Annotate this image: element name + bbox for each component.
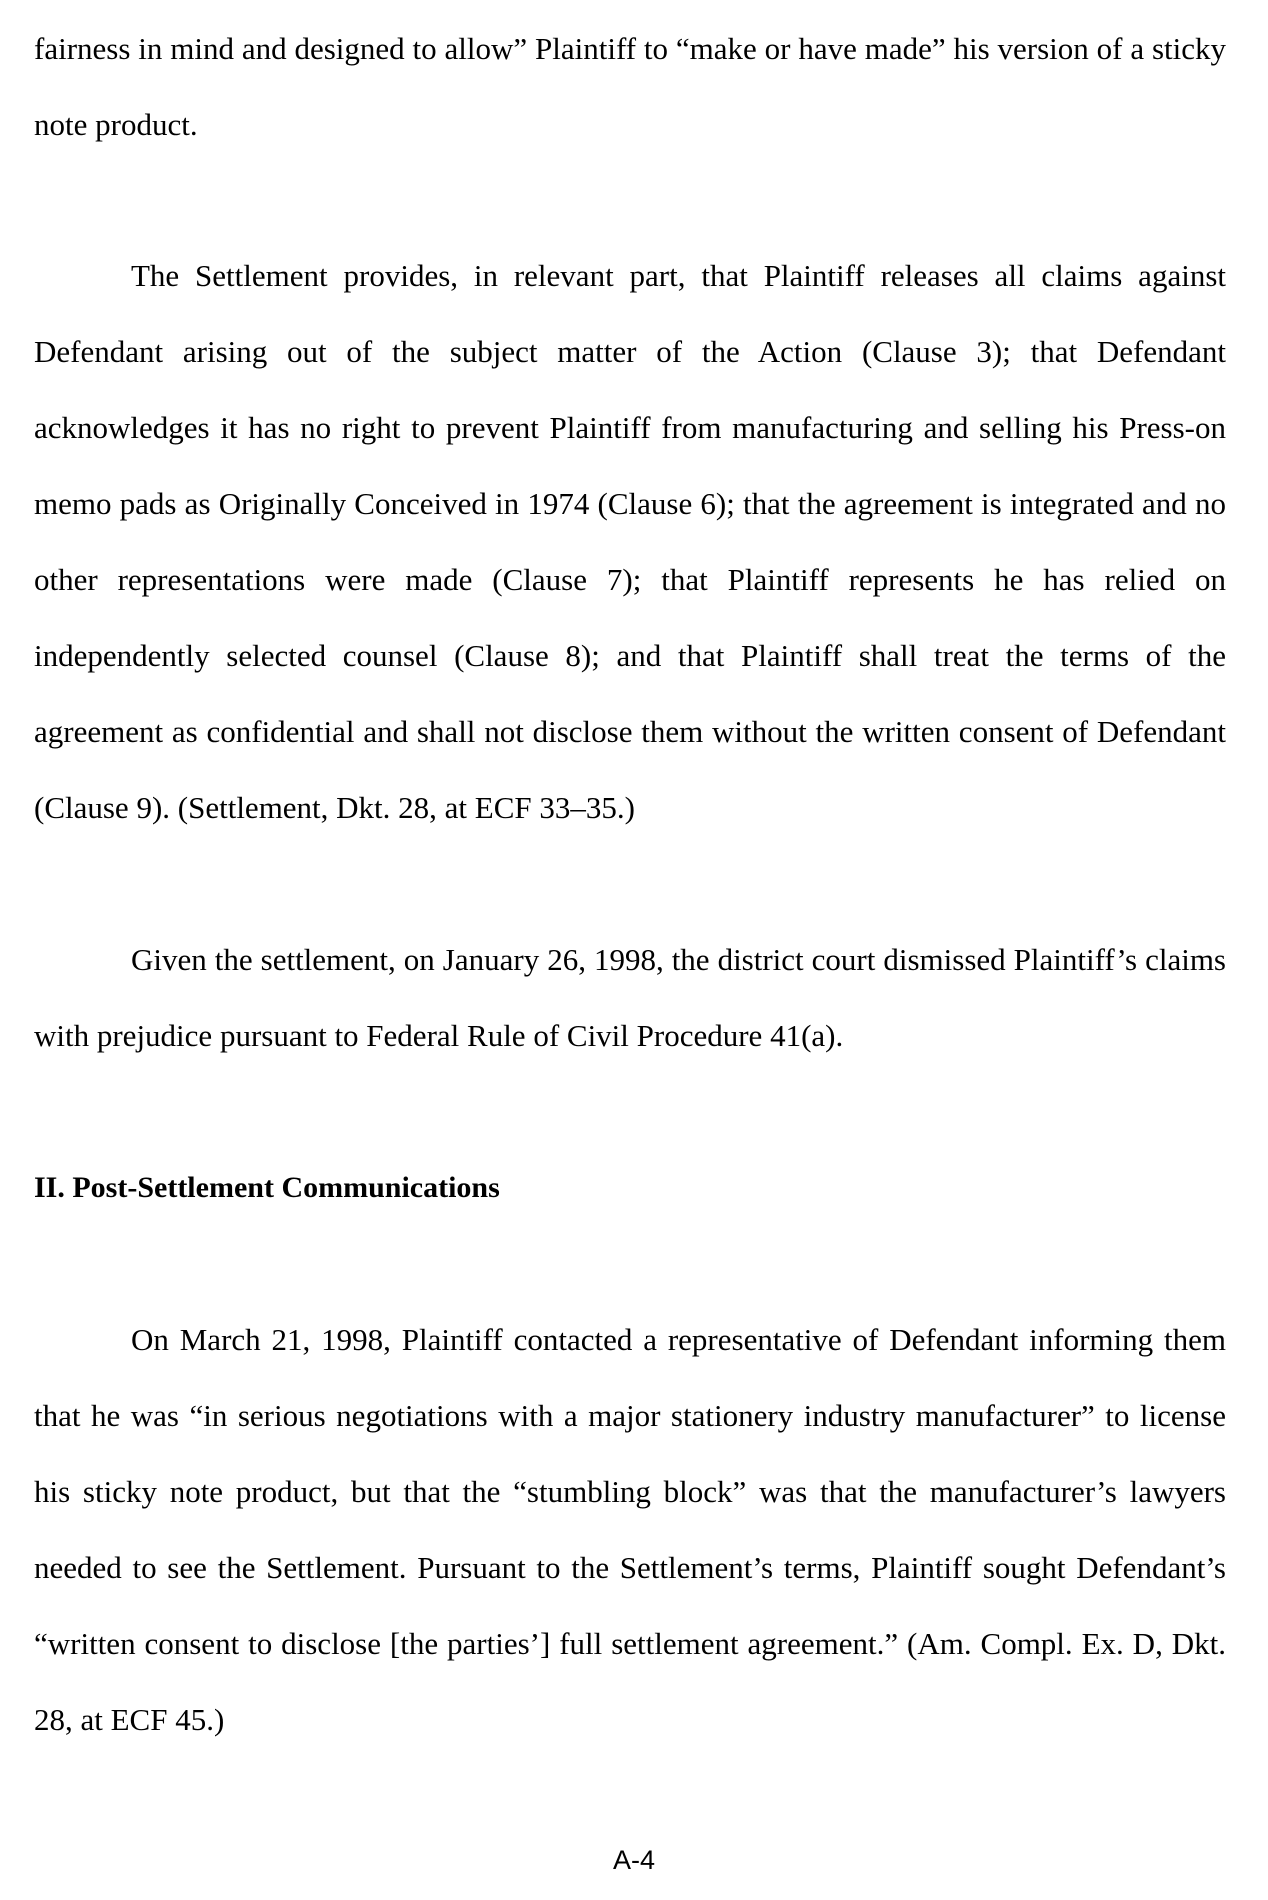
document-page (34, 0, 1226, 1900)
settlement-terms-paragraph: The Settlement provides, in relevant part, that Plaintiff releases all claims against Defendant arising out of the subject matter of the Action (Clause 3); that Defendant acknowledges it has no right to prevent Plaintiff from manufacturing and selling his Press-on memo pads as Originally Conceived in 1974 (Clause 6); that the agreement is integrated and no other representations were made (Clause 7); that Plaintiff represents he has relied on independently selected counsel (Clause 8); and that Plaintiff shall treat the terms of the agreement as confidential and shall not disclose them without the written consent of Defendant (Clause 9). (Settlement, Dkt. 28, at ECF 33–35.) (34, 258, 1226, 825)
dismissal-paragraph: Given the settlement, on January 26, 1998, the district court dismissed Plaintiff’s claims with prejudice pursuant to Federal Rule of Civil Procedure 41(a). (34, 942, 1226, 1053)
page-number: A-4 (612, 1845, 656, 1875)
section-heading: II. Post-Settlement Communications (34, 1171, 500, 1204)
march-contact-paragraph: On March 21, 1998, Plaintiff contacted a representative of Defendant informing them that he was “in serious negotiations with a major stationery industry manufacturer” to license his sticky note product, but that the “stumbling block” was that the manufacturer’s lawyers needed to see the Settlement. Pursuant to the Settlement’s terms, Plaintiff sought Defendant’s “written consent to disclose [the parties’] full settlement agreement.” (Am. Compl. Ex. D, Dkt. 28, at ECF 45.) (34, 1322, 1226, 1737)
continuation-paragraph: fairness in mind and designed to allow” Plaintiff to “make or have made” his version of a sticky note product. (34, 31, 1226, 142)
